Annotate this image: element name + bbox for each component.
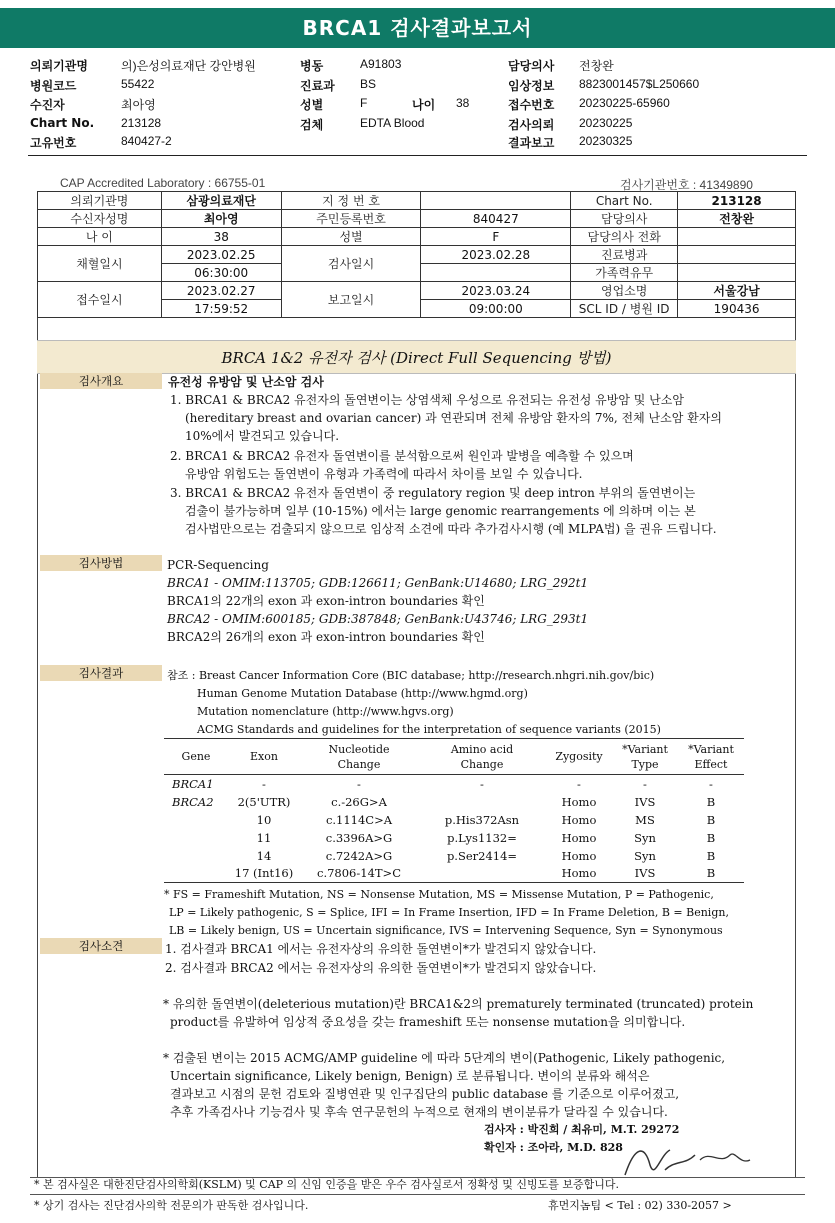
variant-table-row [164,865,744,883]
info-value: 38 [161,228,281,246]
info-label: 지 정 번 호 [281,192,421,210]
overview-line: 검사법만으로는 검출되지 않으므로 임상적 소견에 따라 추가검사시행 (예 MLPA법) 을 권유 드립니다. [185,522,717,536]
variant-table-cell: 10 [256,812,272,827]
variant-table-cell: p.Lys1132= [447,830,517,845]
variant-table-cell [418,865,546,883]
info-value: F [421,228,571,246]
opinion-line: 1. 검사결과 BRCA1 에서는 유전자상의 유의한 돌연변이*가 발견되지 않았습니다. [165,942,597,956]
info-value: 2023.02.25 [161,246,281,264]
header-label: 성별 [300,98,324,112]
variant-table-cell: c.3396A>G [325,830,393,845]
footer-note: * 상기 검사는 진단검사의학 전문의가 판독한 검사입니다. [34,1199,309,1212]
variant-table-cell [164,865,228,883]
info-label: 성별 [281,228,421,246]
method-line: PCR-Sequencing [167,558,269,572]
variant-table-cell: 17 (Int16) [228,865,300,883]
variant-table-row [164,793,744,811]
info-label: 담당의사 전화 [571,228,678,246]
section-label-method: 검사방법 [40,555,162,571]
legend-line: LB = Likely benign, US = Uncertain significance, IVS = Intervening Sequence, Syn = Synonymous [169,924,723,937]
info-label: Chart No. [571,192,678,210]
variant-table-row [164,829,744,847]
info-label: 나 이 [38,228,162,246]
overview-line: 검출이 불가능하며 일부 (10-15%) 에서는 large genomic rearrangements 에 의하며 이는 본 [185,504,696,518]
header-value: 8823001457$L250660 [579,77,700,91]
variant-table-cell: B [678,865,744,883]
report-title: BRCA1 검사결과보고서 [0,8,835,48]
variant-table-header: *Variant Effect [678,739,744,775]
info-value: 전창완 [678,210,796,228]
legend-line: * FS = Frameshift Mutation, NS = Nonsense Mutation, MS = Missense Mutation, P = Pathogenic, [164,888,714,901]
cap-accreditation: CAP Accredited Laboratory : 66755-01 [60,176,266,190]
variant-table-cell: Syn [634,830,656,845]
patient-info-table [37,191,796,318]
info-label: 가족력유무 [571,264,678,282]
lab-number: 검사기관번호 : 41349890 [620,178,753,192]
variant-table-cell: - [357,776,361,791]
variant-table-cell: c.-26G>A [331,794,387,809]
info-label: 채혈일시 [38,246,162,282]
variant-table-cell: Homo [546,865,612,883]
overview-line: 2. BRCA1 & BRCA2 유전자 돌연변이를 분석함으로써 원인과 발병을 예측할 수 있으며 [170,449,634,463]
variant-table [164,738,744,883]
info-value: 최아영 [161,210,281,228]
method-line: BRCA1 - OMIM:113705; GDB:126611; GenBank:U14680; LRG_292t1 [167,576,589,590]
variant-table-cell: B [706,812,716,827]
variant-table-cell: c.7806-14T>C [300,865,418,883]
variant-table-cell: 14 [256,848,272,863]
variant-table-header: Amino acid Change [418,739,546,775]
variant-table-cell: 11 [256,830,272,845]
info-value [421,192,571,210]
variant-table-cell: Homo [561,812,597,827]
header-value: BS [360,77,377,91]
info-label: 영업소명 [571,282,678,300]
info-value: 213128 [678,192,796,210]
variant-table-cell: Syn [634,848,656,863]
header-label: 수진자 [30,98,65,112]
reference-line: Mutation nomenclature (http://www.hgvs.org) [197,705,454,718]
overview-line: (hereditary breast and ovarian cancer) 과 연관되며 전체 유방암 환자의 7%, 전체 난소암 환자의 [185,411,722,425]
variant-table-header: Exon [228,739,300,775]
info-value [678,264,796,282]
variant-table-cell: Homo [561,848,597,863]
variant-table-cell [164,847,228,865]
header-value: 전창완 [579,59,614,73]
overview-line: 유방암 위험도는 돌연변이 유형과 가족력에 따라서 차이를 보일 수 있습니다. [185,467,583,481]
note-line: 추후 가족검사나 기능검사 및 후속 연구문헌의 누적으로 현재의 변이분류가 달라질 수 있습니다. [170,1105,668,1119]
header-label: 결과보고 [508,136,555,150]
header-value: F [360,96,368,110]
header-label: 검체 [300,118,324,132]
header-value: 20230325 [579,134,633,148]
variant-table-header: Gene [164,739,228,775]
info-value [678,246,796,264]
info-value: 2023.03.24 [421,282,571,300]
info-value: 2023.02.28 [421,246,571,264]
footer-contact: 휴먼지놈팀 < Tel : 02) 330-2057 > [548,1199,732,1212]
info-label: 접수일시 [38,282,162,318]
info-label: 수신자성명 [38,210,162,228]
header-value: 213128 [121,116,162,130]
info-label: 주민등록번호 [281,210,421,228]
header-divider [28,155,807,156]
header-value: 840427-2 [121,134,172,148]
footer-certification: * 본 검사실은 대한진단검사의학회(KSLM) 및 CAP 의 신임 인증을 받은 우수 검사실로서 정확성 및 신빙도를 보증합니다. [34,1178,620,1191]
method-line: BRCA1의 22개의 exon 과 exon-intron boundaries 확인 [167,594,485,608]
note-line: * 검출된 변이는 2015 ACMG/AMP guideline 에 따라 5단계의 변이(Pathogenic, Likely pathogenic, [163,1051,726,1065]
header-value: A91803 [360,57,402,71]
variant-table-cell [418,793,546,811]
info-value: 06:30:00 [161,264,281,282]
variant-table-cell: Homo [561,794,597,809]
section-label-overview: 검사개요 [40,373,162,389]
info-value: 09:00:00 [421,300,571,318]
variant-table-cell: IVS [612,865,678,883]
variant-table-cell: B [706,830,716,845]
info-label: 보고일시 [281,282,421,318]
variant-table-cell: - [577,776,581,791]
header-label: Chart No. [30,116,95,130]
legend-line: LP = Likely pathogenic, S = Splice, IFI = In Frame Insertion, IFD = In Frame Deletion, B = Benign, [169,906,729,919]
variant-table-header: Nucleotide Change [300,739,418,775]
footer-divider [30,1194,805,1195]
header-label: 병동 [300,59,324,73]
note-line: 결과보고 시점의 문헌 검토와 질병연관 및 인구집단의 public database 를 기준으로 이루어졌고, [170,1087,680,1101]
info-value: 2023.02.27 [161,282,281,300]
variant-table-cell: B [706,848,716,863]
info-label: 검사일시 [281,246,421,282]
variant-table-cell: IVS [634,794,656,809]
variant-table-cell: c.1114C>A [325,812,393,827]
header-label: 검사의뢰 [508,118,555,132]
variant-table-header: Zygosity [546,739,612,775]
variant-table-row [164,775,744,793]
variant-table-cell: 2(5'UTR) [237,794,291,809]
overview-line: 10%에서 발견되고 있습니다. [185,429,340,443]
info-label: 담당의사 [571,210,678,228]
header-label: 임상정보 [508,79,555,93]
info-value: 삼광의료재단 [161,192,281,210]
header-value: 20230225-65960 [579,96,670,110]
method-line: BRCA2의 26개의 exon 과 exon-intron boundaries 확인 [167,630,485,644]
section-label-result: 검사결과 [40,665,162,681]
info-value [678,228,796,246]
variant-table-cell: p.Ser2414= [446,848,518,863]
variant-table-cell: - [709,776,713,791]
note-line: Uncertain significance, Likely benign, Benign) 로 분류됩니다. 변이의 분류와 해석은 [170,1069,650,1083]
note-line: * 유의한 돌연변이(deleterious mutation)란 BRCA1&2의 prematurely terminated (truncated) protein [163,997,754,1011]
variant-table-cell [164,811,228,829]
variant-table-cell: p.His372Asn [444,812,520,827]
header-label: 의뢰기관명 [30,59,88,73]
header-label: 나이 [412,98,436,112]
variant-table-cell: - [480,776,484,791]
info-value [421,264,571,282]
variant-table-cell: - [262,776,266,791]
variant-table-cell: B [706,794,716,809]
reference-line: ACMG Standards and guidelines for the interpretation of sequence variants (2015) [197,723,661,736]
variant-table-cell: MS [635,812,655,827]
info-label: SCL ID / 병원 ID [571,300,678,318]
variant-table-cell: BRCA2 [172,794,214,809]
header-label: 담당의사 [508,59,555,73]
reference-line: 참조 : Breast Cancer Information Core (BIC database; http://research.nhgri.nih.gov/bic) [167,669,655,682]
note-line: product를 유발하여 임상적 중요성을 갖는 frameshift 또는 nonsense mutation을 의미합니다. [170,1015,686,1029]
header-label: 접수번호 [508,98,555,112]
test-title: BRCA 1&2 유전자 검사 (Direct Full Sequencing 방법) [37,340,796,374]
overview-line: 1. BRCA1 & BRCA2 유전자의 돌연변이는 상염색체 우성으로 유전되는 유전성 유방암 및 난소암 [170,393,684,407]
info-value: 190436 [678,300,796,318]
overview-line: 3. BRCA1 & BRCA2 유전자 돌연변이 중 regulatory region 및 deep intron 부위의 돌연변이는 [170,486,696,500]
header-value: 38 [456,96,470,110]
examiner: 검사자 : 박진희 / 최유미, M.T. 29272 [484,1123,680,1136]
variant-table-header: *Variant Type [612,739,678,775]
header-label: 병원코드 [30,79,77,93]
info-label: 의뢰기관명 [38,192,162,210]
header-value: 최아영 [121,98,156,112]
method-line: BRCA2 - OMIM:600185; GDB:387848; GenBank:U43746; LRG_293t1 [167,612,589,626]
variant-table-cell: c.7242A>G [325,848,393,863]
reference-line: Human Genome Mutation Database (http://www.hgmd.org) [197,687,528,700]
variant-table-row [164,847,744,865]
variant-table-cell [164,829,228,847]
section-label-opinion: 검사소견 [40,938,162,954]
confirmer: 확인자 : 조아라, M.D. 828 [484,1141,623,1154]
header-label: 진료과 [300,79,335,93]
info-label: 진료병과 [571,246,678,264]
header-value: 55422 [121,77,155,91]
variant-table-row [164,811,744,829]
variant-table-cell: Homo [561,830,597,845]
header-value: 20230225 [579,116,633,130]
header-value: EDTA Blood [360,116,425,130]
variant-table-cell: BRCA1 [172,776,214,791]
overview-heading: 유전성 유방암 및 난소암 검사 [168,375,324,389]
header-label: 고유번호 [30,136,77,150]
info-value: 840427 [421,210,571,228]
info-value: 17:59:52 [161,300,281,318]
opinion-line: 2. 검사결과 BRCA2 에서는 유전자상의 유의한 돌연변이*가 발견되지 않았습니다. [165,961,597,975]
variant-table-cell: - [643,776,647,791]
header-value: 의)은성의료재단 강안병원 [121,59,256,73]
info-value: 서울강남 [678,282,796,300]
